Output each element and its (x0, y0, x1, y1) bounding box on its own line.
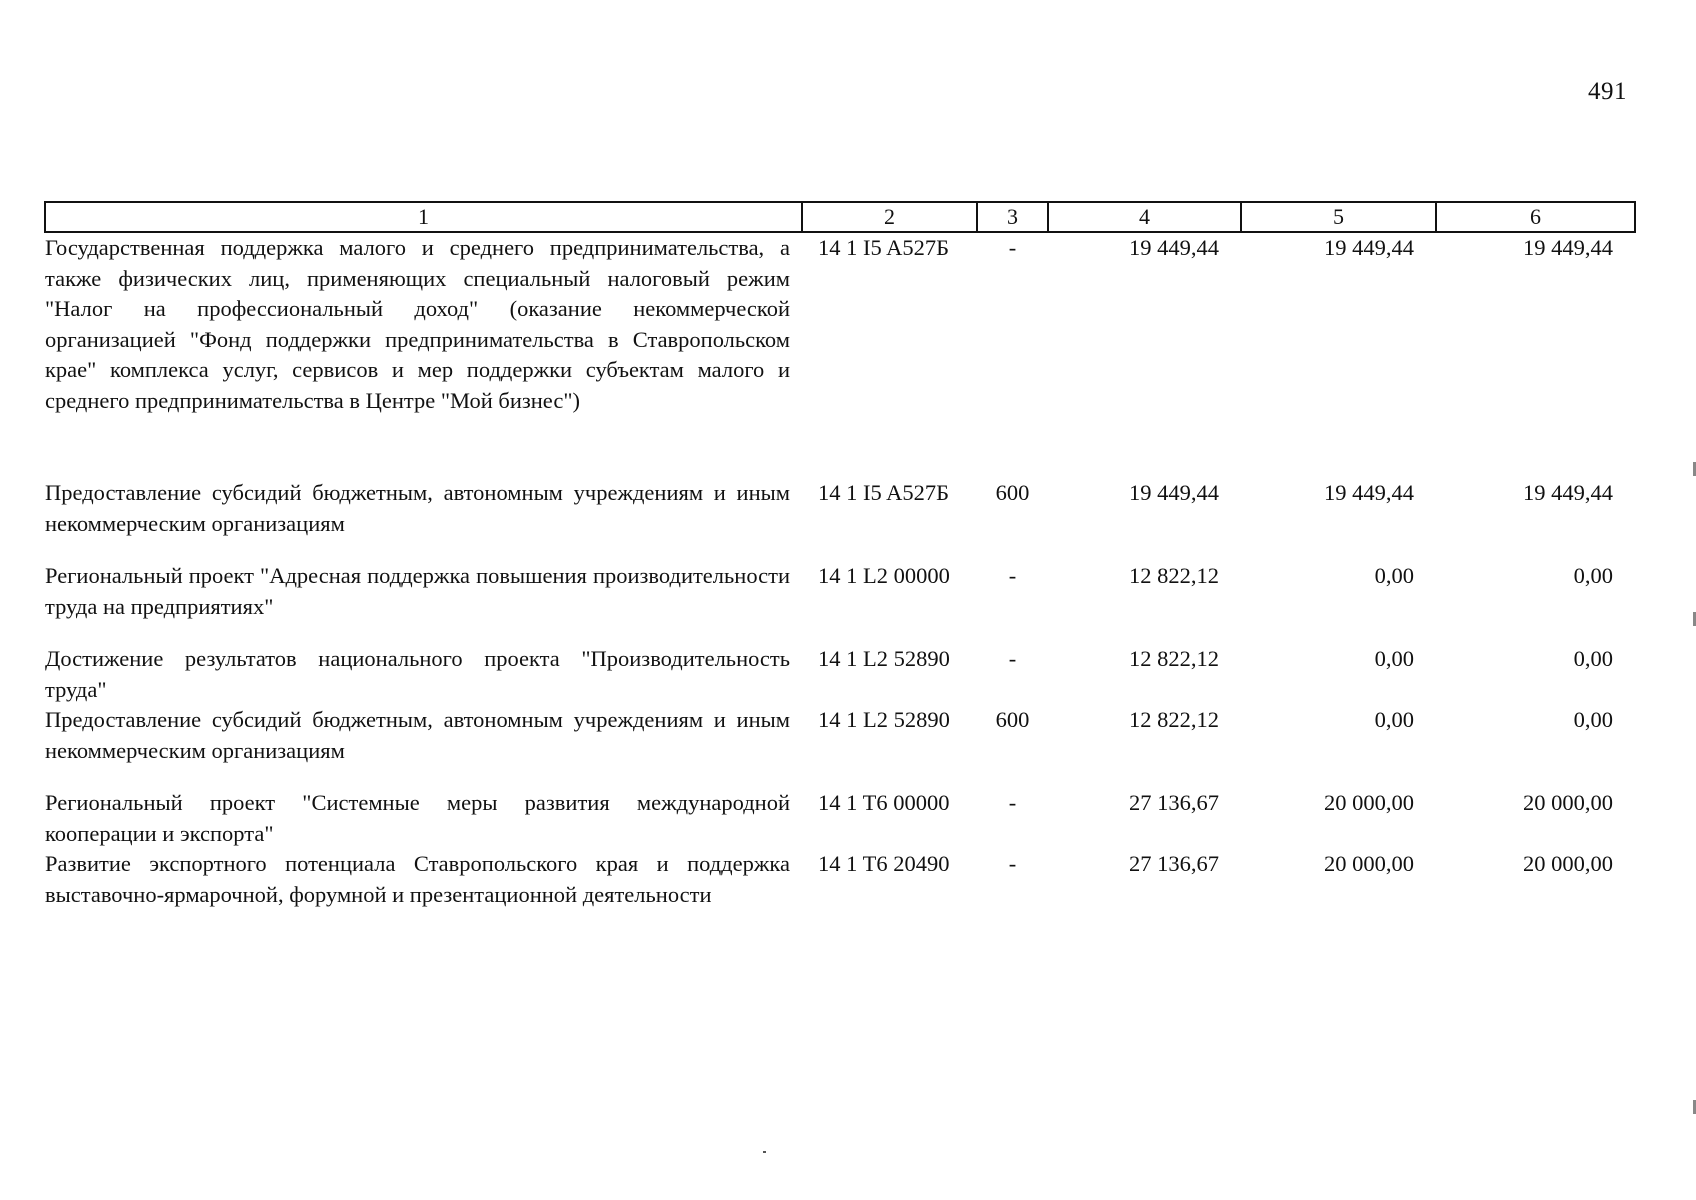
row-value-6: 20 000,00 (1523, 851, 1613, 876)
row-expense-type: 600 (995, 707, 1030, 732)
row-code: 14 1 T6 00000 (818, 790, 950, 815)
row-code: 14 1 L2 00000 (818, 563, 950, 588)
row-value-4: 27 136,67 (1129, 851, 1219, 876)
row-value-6: 0,00 (1573, 707, 1613, 732)
row-name: Региональный проект "Системные меры развития международной кооперации и экспорта" (45, 790, 790, 846)
row-value-5: 20 000,00 (1324, 851, 1414, 876)
table-row (45, 644, 1635, 705)
row-value-6: 0,00 (1573, 646, 1613, 671)
column-header-5: 5 (1241, 202, 1436, 232)
row-name: Государственная поддержка малого и среднего предпринимательства, а также физических лиц, применяющих специальный налоговый режим "Налог на профессиональный доход" (оказание некоммерческой организацией "Фонд поддержки предпринимательства в Ставропольском крае" комплекса услуг, сервисов и мер поддержки субъектам малого и среднего предпринимательства в Центре "Мой бизнес") (45, 235, 790, 413)
table-header-row (45, 202, 1635, 232)
table-row (45, 705, 1635, 766)
table-row (45, 561, 1635, 622)
table-row (45, 232, 1635, 416)
row-name: Предоставление субсидий бюджетным, автономным учреждениям и иным некоммерческим организациям (45, 707, 790, 763)
row-expense-type: - (1008, 235, 1017, 260)
row-value-6: 19 449,44 (1523, 480, 1613, 505)
table-row (45, 478, 1635, 539)
row-value-5: 0,00 (1374, 646, 1414, 671)
column-header-4: 4 (1048, 202, 1241, 232)
scan-speck (763, 1151, 766, 1153)
row-value-5: 0,00 (1374, 707, 1414, 732)
row-gap (45, 622, 1635, 644)
row-value-6: 19 449,44 (1523, 235, 1613, 260)
column-header-6: 6 (1436, 202, 1635, 232)
row-expense-type: 600 (995, 480, 1030, 505)
row-value-4: 19 449,44 (1129, 480, 1219, 505)
row-value-5: 0,00 (1374, 563, 1414, 588)
row-name: Достижение результатов национального проекта "Производительность труда" (45, 646, 790, 702)
column-header-2: 2 (802, 202, 977, 232)
row-value-5: 20 000,00 (1324, 790, 1414, 815)
row-value-4: 12 822,12 (1129, 646, 1219, 671)
row-gap (45, 416, 1635, 478)
row-value-6: 20 000,00 (1523, 790, 1613, 815)
row-value-5: 19 449,44 (1324, 480, 1414, 505)
row-code: 14 1 L2 52890 (818, 646, 950, 671)
row-name: Предоставление субсидий бюджетным, автономным учреждениям и иным некоммерческим организациям (45, 480, 790, 536)
row-expense-type: - (1008, 646, 1017, 671)
row-expense-type: - (1008, 563, 1017, 588)
row-value-4: 12 822,12 (1129, 707, 1219, 732)
row-code: 14 1 T6 20490 (818, 851, 950, 876)
row-value-4: 19 449,44 (1129, 235, 1219, 260)
table-row (45, 849, 1635, 910)
row-name: Региональный проект "Адресная поддержка повышения производительности труда на предприятиях" (45, 563, 790, 619)
row-gap (45, 766, 1635, 788)
row-value-6: 0,00 (1573, 563, 1613, 588)
table-row (45, 788, 1635, 849)
row-code: 14 1 I5 A527Б (818, 235, 950, 260)
row-code: 14 1 I5 A527Б (818, 480, 950, 505)
column-header-3: 3 (977, 202, 1048, 232)
row-expense-type: - (1008, 790, 1017, 815)
row-expense-type: - (1008, 851, 1017, 876)
row-gap (45, 539, 1635, 561)
row-value-4: 27 136,67 (1129, 790, 1219, 815)
row-value-4: 12 822,12 (1129, 563, 1219, 588)
budget-table (44, 201, 1636, 910)
row-code: 14 1 L2 52890 (818, 707, 950, 732)
row-name: Развитие экспортного потенциала Ставропольского края и поддержка выставочно-ярмарочной, форумной и презентационной деятельности (45, 851, 790, 907)
column-header-1: 1 (45, 202, 802, 232)
row-value-5: 19 449,44 (1324, 235, 1414, 260)
page-number: 491 (1588, 78, 1627, 105)
